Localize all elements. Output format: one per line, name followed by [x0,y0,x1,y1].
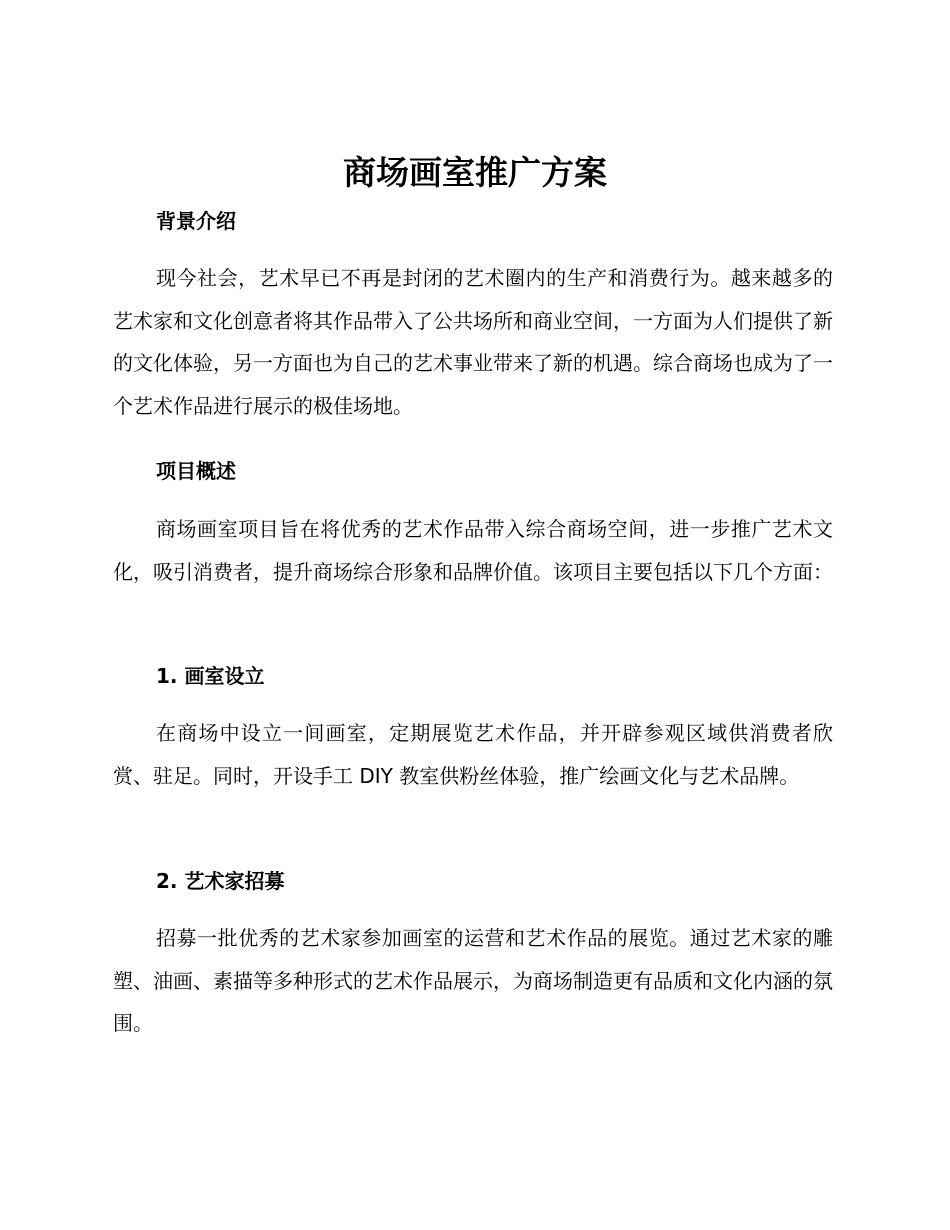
section-paragraph-background: 现今社会，艺术早已不再是封闭的艺术圈内的生产和消费行为。越来越多的艺术家和文化创意者将其作品带入了公共场所和商业空间，一方面为人们提供了新的文化体验，另一方面也为自己的艺术事业带来了新的机遇。综合商场也成为了一个艺术作品进行展示的极佳场地。 [113,266,833,418]
section-heading-background: 背景介绍 [156,209,236,233]
section-paragraph-overview: 商场画室项目旨在将优秀的艺术作品带入综合商场空间，进一步推广艺术文化，吸引消费者，提升商场综合形象和品牌价值。该项目主要包括以下几个方面： [113,517,833,584]
section-heading-artist-recruitment: 2. 艺术家招募 [156,869,285,893]
section-paragraph-studio-setup: 在商场中设立一间画室，定期展览艺术作品，并开辟参观区域供消费者欣赏、驻足。同时，开设手工 DIY 教室供粉丝体验，推广绘画文化与艺术品牌。 [113,721,833,788]
section-paragraph-artist-recruitment: 招募一批优秀的艺术家参加画室的运营和艺术作品的展览。通过艺术家的雕塑、油画、素描等多种形式的艺术作品展示，为商场制造更有品质和文化内涵的氛围。 [113,926,833,1035]
section-heading-studio-setup: 1. 画室设立 [156,664,265,688]
document-title: 商场画室推广方案 [343,153,607,192]
section-heading-overview: 项目概述 [156,459,236,483]
